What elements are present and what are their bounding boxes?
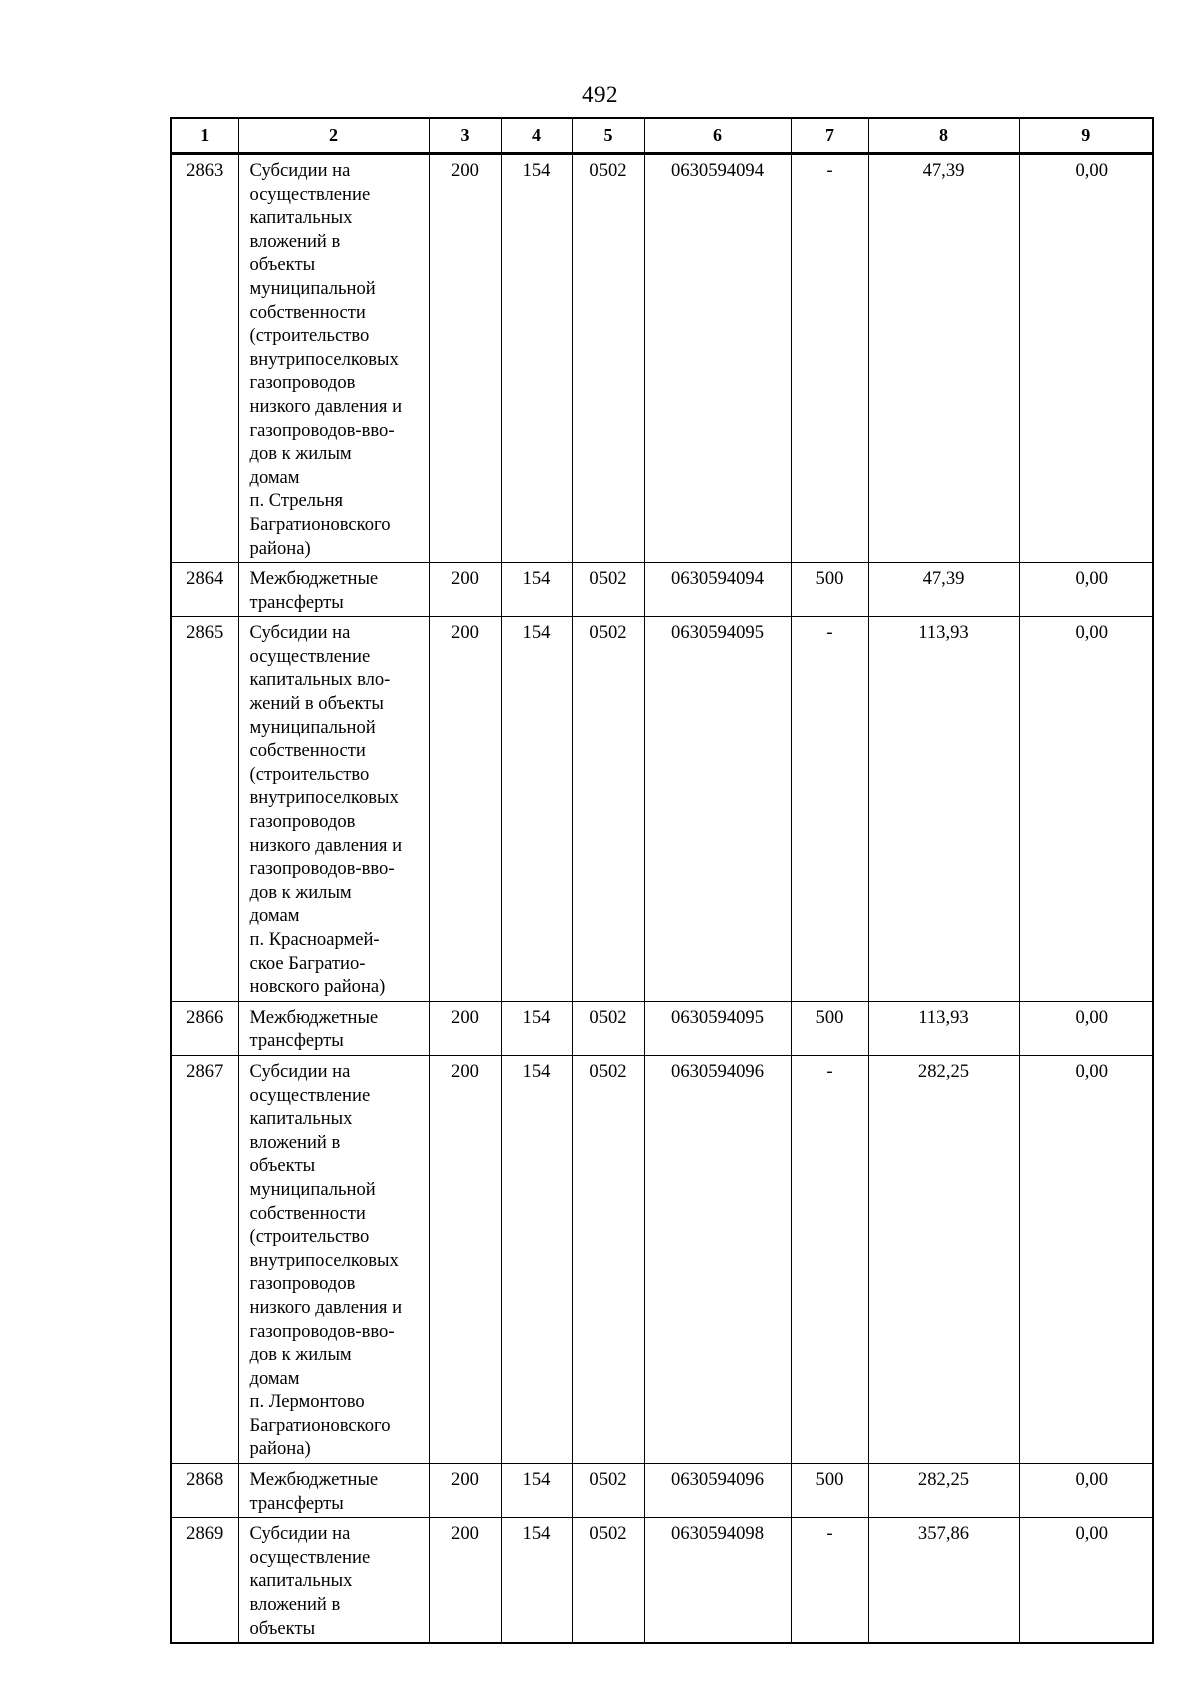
cell-col3: 200: [429, 563, 501, 617]
row-number: 2864: [171, 563, 238, 617]
cell-col4: 154: [501, 563, 572, 617]
cell-col3: 200: [429, 617, 501, 1002]
column-header: 4: [501, 118, 572, 154]
cell-col7: 500: [791, 1464, 868, 1518]
column-header: 3: [429, 118, 501, 154]
table-row: [171, 1055, 1153, 1463]
cell-col5: 0502: [572, 563, 644, 617]
cell-col6: 0630594096: [644, 1055, 791, 1463]
cell-col5: 0502: [572, 1055, 644, 1463]
cell-col5: 0502: [572, 1518, 644, 1643]
table-row: [171, 154, 1153, 563]
row-number: 2868: [171, 1464, 238, 1518]
cell-col4: 154: [501, 1464, 572, 1518]
cell-col9: 0,00: [1019, 1464, 1153, 1518]
cell-col5: 0502: [572, 617, 644, 1002]
cell-col9: 0,00: [1019, 1001, 1153, 1055]
cell-col9: 0,00: [1019, 1518, 1153, 1643]
cell-col7: -: [791, 1055, 868, 1463]
row-number: 2867: [171, 1055, 238, 1463]
cell-col5: 0502: [572, 1001, 644, 1055]
row-description: Субсидии на осуществление капитальных вложений в объекты муниципальной собственности (строительство внутрипоселковых газопроводов низкого давления и газопроводов-вво- дов к жилым домам п. Стрельня Багратионовского района): [238, 154, 429, 563]
row-description: Субсидии на осуществление капитальных вложений в объекты муниципальной собственности (строительство внутрипоселковых газопроводов низкого давления и газопроводов-вво- дов к жилым домам п. Лермонтово Багратионовского района): [238, 1055, 429, 1463]
row-description: Субсидии на осуществление капитальных вложений в объекты: [238, 1518, 429, 1643]
cell-col7: 500: [791, 1001, 868, 1055]
column-header: 6: [644, 118, 791, 154]
cell-col8: 113,93: [868, 1001, 1019, 1055]
row-description: Межбюджетные трансферты: [238, 1001, 429, 1055]
row-number: 2863: [171, 154, 238, 563]
cell-col5: 0502: [572, 154, 644, 563]
cell-col4: 154: [501, 617, 572, 1002]
cell-col4: 154: [501, 1001, 572, 1055]
column-header: 7: [791, 118, 868, 154]
cell-col8: 47,39: [868, 154, 1019, 563]
cell-col3: 200: [429, 1055, 501, 1463]
cell-col9: 0,00: [1019, 617, 1153, 1002]
cell-col7: -: [791, 154, 868, 563]
row-number: 2866: [171, 1001, 238, 1055]
cell-col7: -: [791, 1518, 868, 1643]
column-header: 2: [238, 118, 429, 154]
cell-col6: 0630594095: [644, 617, 791, 1002]
column-header: 8: [868, 118, 1019, 154]
page-number: 492: [582, 82, 618, 107]
cell-col4: 154: [501, 1055, 572, 1463]
cell-col8: 357,86: [868, 1518, 1019, 1643]
table-row: [171, 617, 1153, 1002]
cell-col8: 47,39: [868, 563, 1019, 617]
cell-col6: 0630594094: [644, 154, 791, 563]
cell-col9: 0,00: [1019, 154, 1153, 563]
cell-col8: 282,25: [868, 1464, 1019, 1518]
cell-col7: 500: [791, 563, 868, 617]
cell-col4: 154: [501, 154, 572, 563]
cell-col4: 154: [501, 1518, 572, 1643]
cell-col8: 113,93: [868, 617, 1019, 1002]
row-number: 2865: [171, 617, 238, 1002]
row-number: 2869: [171, 1518, 238, 1643]
cell-col6: 0630594098: [644, 1518, 791, 1643]
cell-col3: 200: [429, 1001, 501, 1055]
table-header-row: [171, 118, 1153, 154]
cell-col5: 0502: [572, 1464, 644, 1518]
table-row: [171, 1518, 1153, 1643]
cell-col3: 200: [429, 1464, 501, 1518]
cell-col6: 0630594095: [644, 1001, 791, 1055]
row-description: Межбюджетные трансферты: [238, 563, 429, 617]
column-header: 5: [572, 118, 644, 154]
table-row: [171, 563, 1153, 617]
cell-col9: 0,00: [1019, 1055, 1153, 1463]
cell-col3: 200: [429, 1518, 501, 1643]
cell-col3: 200: [429, 154, 501, 563]
cell-col6: 0630594094: [644, 563, 791, 617]
table-row: [171, 1464, 1153, 1518]
cell-col8: 282,25: [868, 1055, 1019, 1463]
budget-table: [170, 117, 1154, 1644]
cell-col6: 0630594096: [644, 1464, 791, 1518]
row-description: Субсидии на осуществление капитальных вло- жений в объекты муниципальной собственности (строительство внутрипоселковых газопроводов низкого давления и газопроводов-вво- дов к жилым домам п. Красноармей- ское Багратио- новского района): [238, 617, 429, 1002]
row-description: Межбюджетные трансферты: [238, 1464, 429, 1518]
cell-col7: -: [791, 617, 868, 1002]
cell-col9: 0,00: [1019, 563, 1153, 617]
column-header: 9: [1019, 118, 1153, 154]
column-header: 1: [171, 118, 238, 154]
table-row: [171, 1001, 1153, 1055]
